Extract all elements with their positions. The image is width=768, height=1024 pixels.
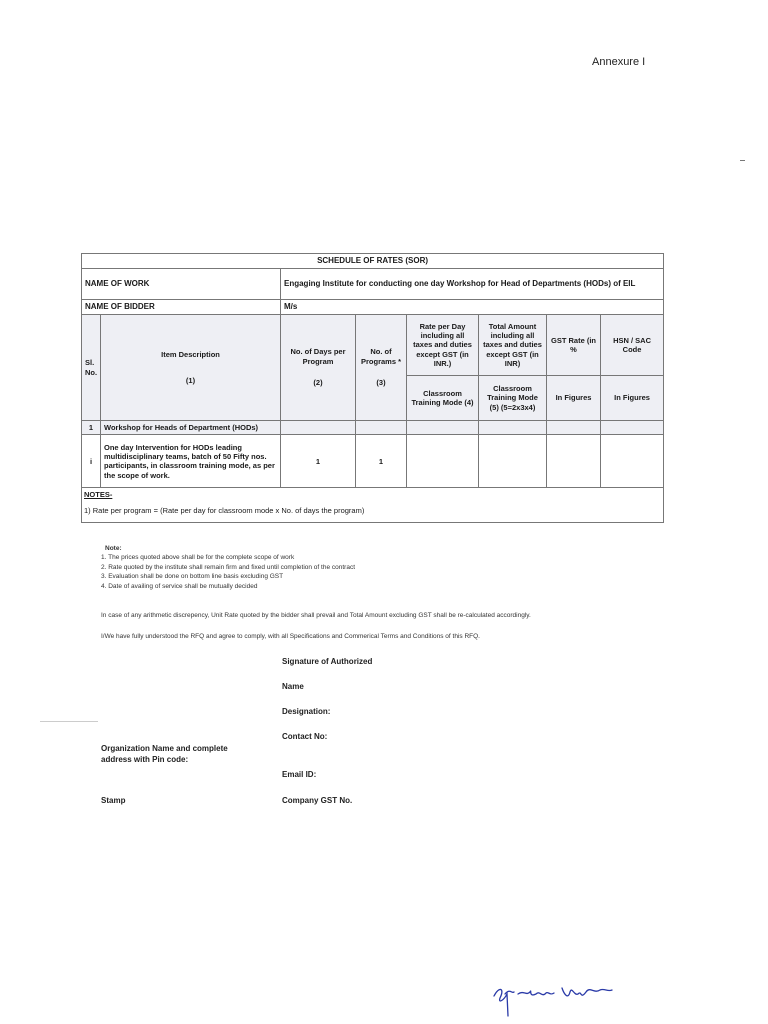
organization-label-line2: address with Pin code:	[101, 755, 189, 765]
header-hsn-sac: HSN / SAC Code	[601, 315, 664, 376]
header-no-of-programs	[356, 315, 407, 421]
signature-label: Signature of Authorized	[282, 657, 373, 666]
notes-title: NOTES-	[84, 490, 113, 500]
note-item: 4. Date of availing of service shall be mutually decided	[101, 582, 258, 590]
note-item: 1. The prices quoted above shall be for the complete scope of work	[101, 554, 295, 562]
header-item-description-text: Item Description	[161, 350, 220, 360]
discrepancy-paragraph: In case of any arithmetic discrepency, Unit Rate quoted by the bidder shall prevail and Total Amount excluding GST shall be re-calculated accordingly.	[101, 612, 531, 619]
designation-label: Designation:	[282, 707, 331, 716]
header-item-description	[101, 315, 281, 421]
name-of-work-value: Engaging Institute for conducting one day Workshop for Head of Departments (HODs) of EIL	[281, 269, 664, 300]
name-of-bidder-value: M/s	[281, 300, 664, 315]
schedule-of-rates-table	[81, 253, 664, 523]
company-gst-label: Company GST No.	[282, 796, 353, 805]
handwritten-signature	[490, 982, 615, 1022]
row-days: 1	[281, 435, 356, 488]
header-total-sub: Classroom Training Mode (5) (5=2x3x4)	[479, 376, 547, 421]
header-hsn-sub: In Figures	[601, 376, 664, 421]
agreement-paragraph: I/We have fully understood the RFQ and agree to comply, with all Specifications and Commerical Terms and Conditions of this RFQ.	[101, 633, 480, 640]
header-rate-sub: Classroom Training Mode (4)	[407, 376, 479, 421]
header-gst-rate: GST Rate (in %	[547, 315, 601, 376]
organization-label	[101, 743, 228, 765]
name-of-bidder-label: NAME OF BIDDER	[82, 300, 281, 315]
header-total-amount: Total Amount including all taxes and duties except GST (in INR)	[479, 315, 547, 376]
name-label: Name	[282, 682, 304, 691]
note-title: Note:	[105, 545, 122, 552]
annexure-label: Annexure I	[592, 56, 646, 68]
section-title: Workshop for Heads of Department (HODs)	[101, 421, 281, 435]
notes-cell	[82, 488, 664, 523]
row-total-cell	[479, 435, 547, 488]
note-item: 3. Evaluation shall be done on bottom line basis excluding GST	[101, 573, 284, 581]
header-gst-sub: In Figures	[547, 376, 601, 421]
notes-text: 1) Rate per program = (Rate per day for classroom mode x No. of days the program)	[84, 505, 365, 515]
table-row	[82, 435, 664, 488]
divider	[40, 721, 98, 722]
row-gst-cell	[547, 435, 601, 488]
header-sl-no: Sl. No.	[82, 315, 101, 421]
header-days-per-program	[281, 315, 356, 421]
note-block	[101, 544, 355, 591]
row-sl: i	[82, 435, 101, 488]
row-rate-cell	[407, 435, 479, 488]
row-hsn-cell	[601, 435, 664, 488]
header-days-num: (2)	[313, 378, 323, 388]
table-title: SCHEDULE OF RATES (SOR)	[82, 254, 664, 269]
margin-mark	[740, 160, 745, 161]
header-programs-num: (3)	[376, 378, 386, 388]
stamp-label: Stamp	[101, 796, 126, 805]
contact-label: Contact No:	[282, 732, 328, 741]
section-number: 1	[82, 421, 101, 435]
header-days-text: No. of Days per Program	[290, 347, 346, 366]
header-item-description-num: (1)	[185, 375, 196, 385]
note-item: 2. Rate quoted by the institute shall remain firm and fixed until completion of the contract	[101, 563, 355, 571]
organization-label-line1: Organization Name and complete	[101, 744, 228, 753]
email-label: Email ID:	[282, 770, 317, 779]
name-of-work-label: NAME OF WORK	[82, 269, 281, 300]
row-programs: 1	[356, 435, 407, 488]
header-rate-per-day: Rate per Day including all taxes and duties except GST (in INR.)	[407, 315, 479, 376]
header-programs-text: No. of Programs *	[360, 347, 402, 366]
row-description: One day Intervention for HODs leading multidisciplinary teams, batch of 50 Fifty nos. participants, in classroom training mode, as per the scope of work.	[101, 435, 281, 488]
